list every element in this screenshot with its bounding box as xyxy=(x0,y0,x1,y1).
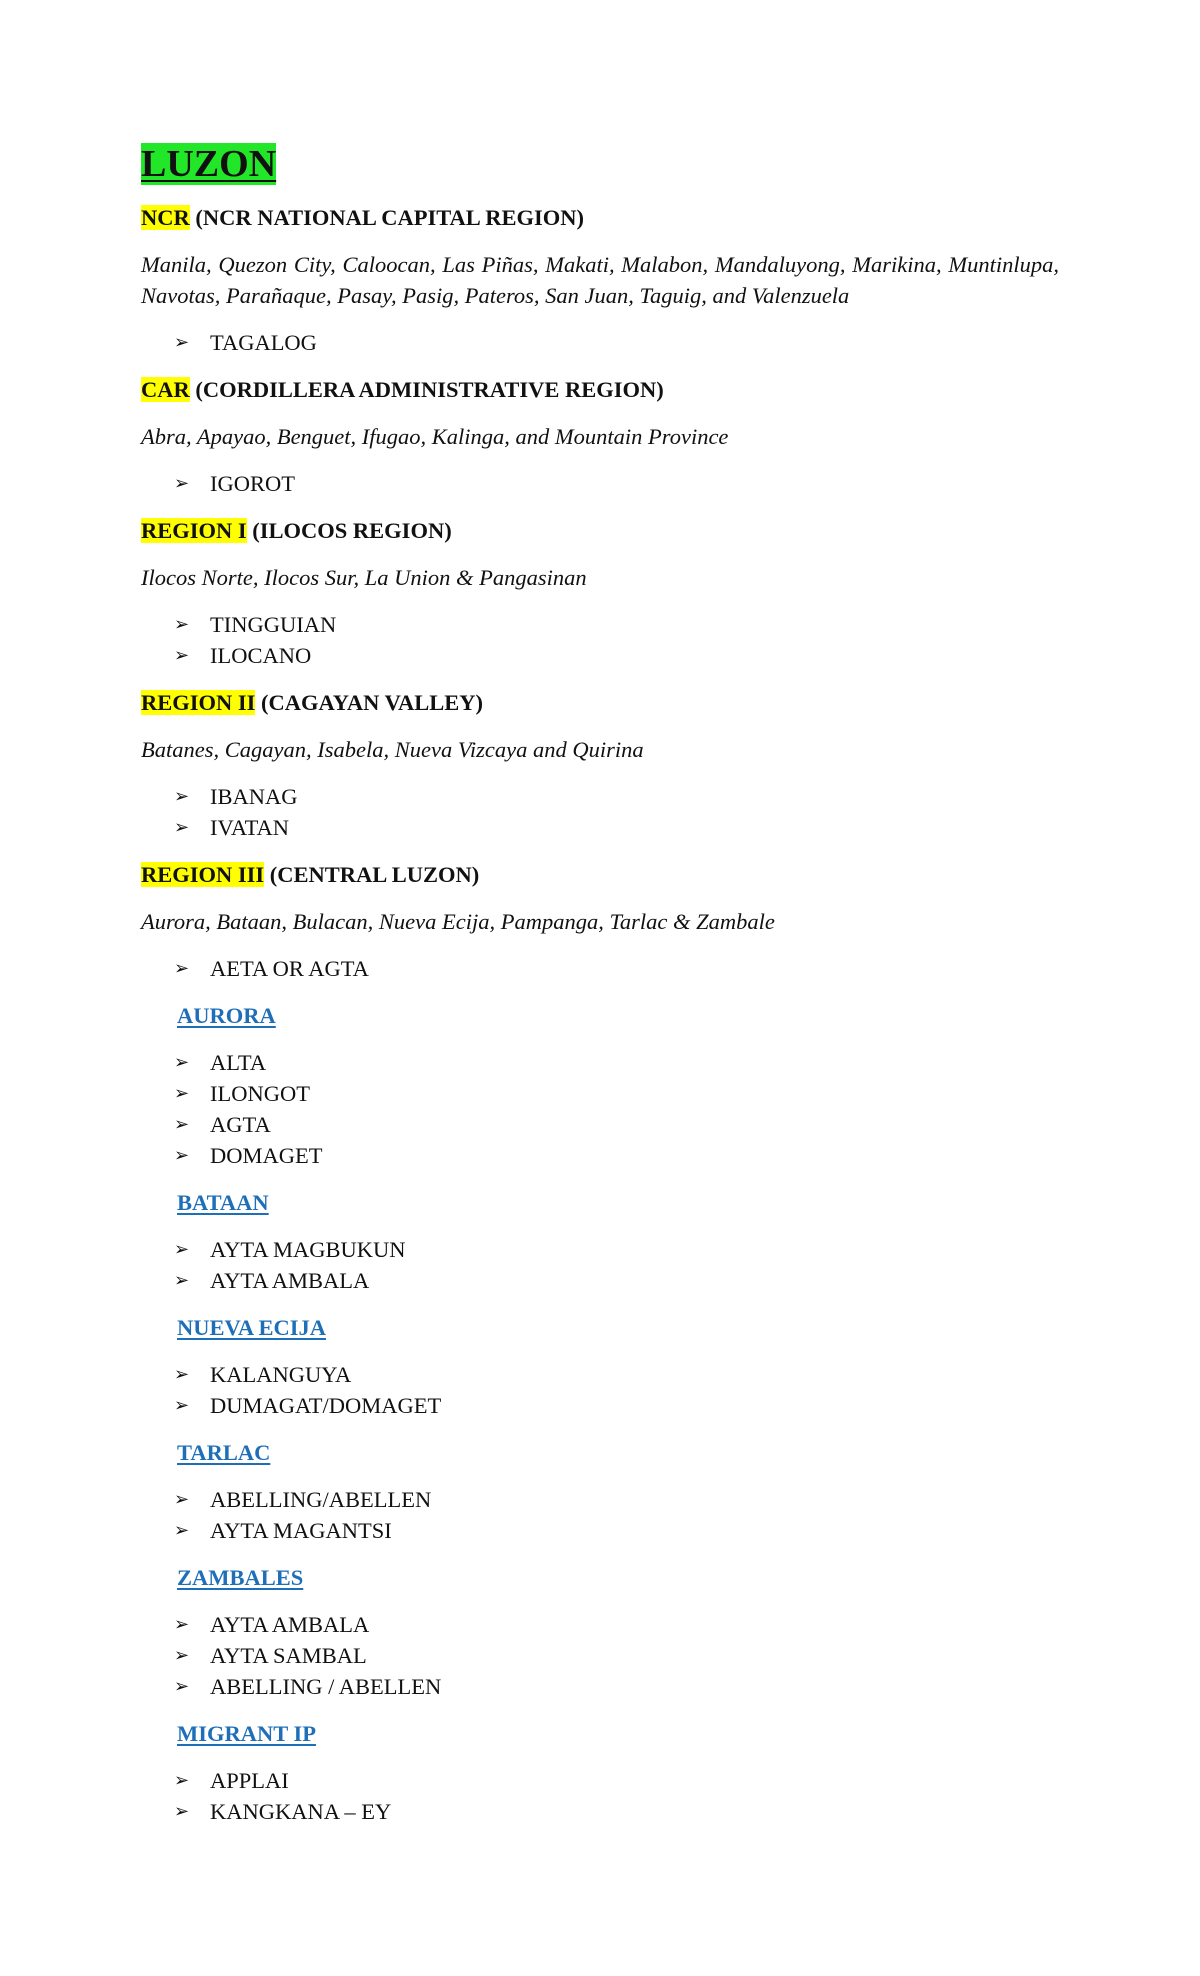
region-name: (CAGAYAN VALLEY) xyxy=(255,690,483,715)
region-section xyxy=(141,515,1059,671)
arrowhead-bullet-icon: ➢ xyxy=(174,473,190,494)
arrowhead-bullet-icon: ➢ xyxy=(174,332,190,353)
region-code: REGION III xyxy=(141,862,265,887)
ethnic-group-label: AYTA AMBALA xyxy=(210,1268,370,1293)
ethnic-group-list xyxy=(141,953,1059,984)
arrowhead-bullet-icon: ➢ xyxy=(174,1645,190,1666)
ethnic-group-list xyxy=(141,1609,1059,1702)
arrowhead-bullet-icon: ➢ xyxy=(174,1364,190,1385)
ethnic-group-label: TINGGUIAN xyxy=(210,612,337,637)
ethnic-group-label: ABELLING / ABELLEN xyxy=(210,1674,442,1699)
ethnic-group-label: AYTA AMBALA xyxy=(210,1612,370,1637)
ethnic-group-list xyxy=(141,1047,1059,1171)
region-provinces: Aurora, Bataan, Bulacan, Nueva Ecija, Pampanga, Tarlac & Zambale xyxy=(141,909,775,934)
province-link[interactable]: ZAMBALES xyxy=(177,1565,304,1590)
arrowhead-bullet-icon: ➢ xyxy=(174,1239,190,1260)
ethnic-group-list xyxy=(141,327,1059,358)
arrowhead-bullet-icon: ➢ xyxy=(174,1145,190,1166)
province-subsection xyxy=(141,1437,1059,1546)
ethnic-group-list xyxy=(141,1359,1059,1421)
ethnic-group-label: ALTA xyxy=(210,1050,267,1075)
ethnic-group-label: DOMAGET xyxy=(210,1143,323,1168)
ethnic-group-label: AGTA xyxy=(210,1112,271,1137)
ethnic-group-label: IGOROT xyxy=(210,471,295,496)
ethnic-group-item xyxy=(141,1265,1059,1296)
ethnic-group-item xyxy=(141,609,1059,640)
arrowhead-bullet-icon: ➢ xyxy=(174,1614,190,1635)
province-link[interactable]: NUEVA ECIJA xyxy=(177,1315,326,1340)
arrowhead-bullet-icon: ➢ xyxy=(174,817,190,838)
subsections-container xyxy=(141,1000,1059,1827)
ethnic-group-item xyxy=(141,468,1059,499)
ethnic-group-item xyxy=(141,812,1059,843)
ethnic-group-item xyxy=(141,1109,1059,1140)
province-link[interactable]: AURORA xyxy=(177,1003,276,1028)
arrowhead-bullet-icon: ➢ xyxy=(174,1114,190,1135)
region-name: (NCR NATIONAL CAPITAL REGION) xyxy=(189,205,584,230)
arrowhead-bullet-icon: ➢ xyxy=(174,1489,190,1510)
province-link[interactable]: TARLAC xyxy=(177,1440,271,1465)
ethnic-group-list xyxy=(141,1765,1059,1827)
arrowhead-bullet-icon: ➢ xyxy=(174,1083,190,1104)
province-subsection xyxy=(141,1000,1059,1171)
region-name: (ILOCOS REGION) xyxy=(246,518,452,543)
ethnic-group-label: APPLAI xyxy=(210,1768,289,1793)
arrowhead-bullet-icon: ➢ xyxy=(174,786,190,807)
ethnic-group-item xyxy=(141,1359,1059,1390)
regions-container xyxy=(141,202,1059,984)
ethnic-group-item xyxy=(141,953,1059,984)
document-body xyxy=(141,140,1059,1843)
ethnic-group-label: KALANGUYA xyxy=(210,1362,352,1387)
ethnic-group-item xyxy=(141,781,1059,812)
region-code: REGION I xyxy=(141,518,247,543)
region-heading xyxy=(141,687,1059,718)
title-text: LUZON xyxy=(141,143,277,185)
ethnic-group-label: AYTA MAGANTSI xyxy=(210,1518,392,1543)
ethnic-group-item xyxy=(141,1047,1059,1078)
province-link[interactable]: BATAAN xyxy=(177,1190,269,1215)
ethnic-group-label: KANGKANA – EY xyxy=(210,1799,392,1824)
province-subsection xyxy=(141,1312,1059,1421)
page-title xyxy=(141,140,1059,188)
ethnic-group-item xyxy=(141,640,1059,671)
arrowhead-bullet-icon: ➢ xyxy=(174,1770,190,1791)
arrowhead-bullet-icon: ➢ xyxy=(174,1520,190,1541)
arrowhead-bullet-icon: ➢ xyxy=(174,1395,190,1416)
ethnic-group-label: TAGALOG xyxy=(210,330,317,355)
region-name: (CORDILLERA ADMINISTRATIVE REGION) xyxy=(189,377,664,402)
ethnic-group-item xyxy=(141,1484,1059,1515)
ethnic-group-label: AETA OR AGTA xyxy=(210,956,369,981)
ethnic-group-item xyxy=(141,1078,1059,1109)
arrowhead-bullet-icon: ➢ xyxy=(174,1052,190,1073)
arrowhead-bullet-icon: ➢ xyxy=(174,645,190,666)
ethnic-group-label: IBANAG xyxy=(210,784,298,809)
ethnic-group-label: AYTA SAMBAL xyxy=(210,1643,367,1668)
ethnic-group-item xyxy=(141,1765,1059,1796)
province-link[interactable]: MIGRANT IP xyxy=(177,1721,316,1746)
province-subsection xyxy=(141,1718,1059,1827)
region-code: CAR xyxy=(141,377,190,402)
region-heading xyxy=(141,202,1059,233)
region-provinces: Ilocos Norte, Ilocos Sur, La Union & Pangasinan xyxy=(141,565,587,590)
region-section xyxy=(141,202,1059,358)
ethnic-group-list xyxy=(141,1484,1059,1546)
ethnic-group-item xyxy=(141,1671,1059,1702)
province-subsection xyxy=(141,1187,1059,1296)
region-heading xyxy=(141,374,1059,405)
ethnic-group-item xyxy=(141,1515,1059,1546)
arrowhead-bullet-icon: ➢ xyxy=(174,958,190,979)
province-subsection xyxy=(141,1562,1059,1702)
region-provinces: Abra, Apayao, Benguet, Ifugao, Kalinga, and Mountain Province xyxy=(141,424,729,449)
ethnic-group-item xyxy=(141,1140,1059,1171)
ethnic-group-item xyxy=(141,1390,1059,1421)
ethnic-group-label: AYTA MAGBUKUN xyxy=(210,1237,406,1262)
ethnic-group-list xyxy=(141,468,1059,499)
region-name: (CENTRAL LUZON) xyxy=(264,862,480,887)
arrowhead-bullet-icon: ➢ xyxy=(174,1676,190,1697)
ethnic-group-list xyxy=(141,609,1059,671)
ethnic-group-list xyxy=(141,1234,1059,1296)
region-code: NCR xyxy=(141,205,190,230)
ethnic-group-label: ILOCANO xyxy=(210,643,312,668)
region-provinces: Batanes, Cagayan, Isabela, Nueva Vizcaya and Quirina xyxy=(141,737,644,762)
ethnic-group-label: DUMAGAT/DOMAGET xyxy=(210,1393,442,1418)
ethnic-group-item xyxy=(141,1796,1059,1827)
ethnic-group-item xyxy=(141,1640,1059,1671)
ethnic-group-list xyxy=(141,781,1059,843)
arrowhead-bullet-icon: ➢ xyxy=(174,1270,190,1291)
ethnic-group-label: ABELLING/ABELLEN xyxy=(210,1487,432,1512)
region-section xyxy=(141,374,1059,499)
arrowhead-bullet-icon: ➢ xyxy=(174,614,190,635)
arrowhead-bullet-icon: ➢ xyxy=(174,1801,190,1822)
region-provinces: Manila, Quezon City, Caloocan, Las Piñas, Makati, Malabon, Mandaluyong, Marikina, Muntinlupa, Navotas, Parañaque, Pasay, Pasig, Pateros, San Juan, Taguig, and Valenzuela xyxy=(141,252,1059,308)
ethnic-group-label: IVATAN xyxy=(210,815,290,840)
region-heading xyxy=(141,859,1059,890)
region-heading xyxy=(141,515,1059,546)
region-section xyxy=(141,687,1059,843)
ethnic-group-item xyxy=(141,327,1059,358)
ethnic-group-item xyxy=(141,1609,1059,1640)
region-code: REGION II xyxy=(141,690,256,715)
ethnic-group-item xyxy=(141,1234,1059,1265)
ethnic-group-label: ILONGOT xyxy=(210,1081,310,1106)
region-section xyxy=(141,859,1059,984)
